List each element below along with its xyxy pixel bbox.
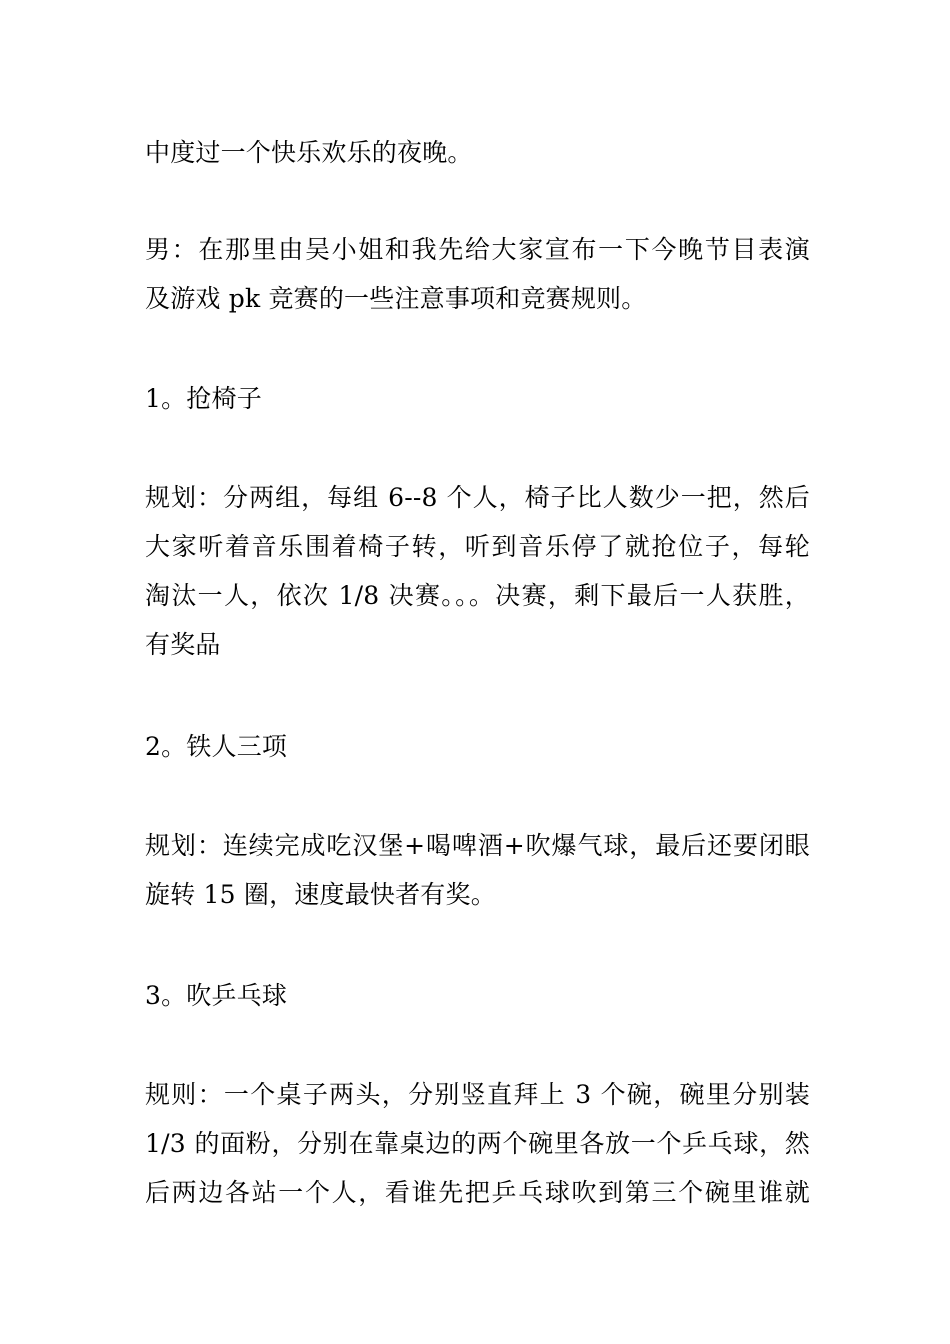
paragraph-game-1-rules [145, 473, 810, 669]
text-line: 大家听着音乐围着椅子转，听到音乐停了就抢位子，每轮 [145, 532, 810, 561]
paragraph-host-announcement [145, 225, 810, 323]
text-line: 3。吹乒乓球 [145, 981, 288, 1010]
text-line: 旋转 15 圈，速度最快者有奖。 [145, 880, 496, 909]
text-line: 淘汰一人，依次 1/8 决赛。。。决赛，剩下最后一人获胜， [145, 581, 810, 610]
paragraph-game-2-rules [145, 821, 810, 919]
text-line: 1/3 的面粉，分别在靠桌边的两个碗里各放一个乒乓球，然 [145, 1129, 810, 1158]
text-line: 规划：分两组，每组 6--8 个人，椅子比人数少一把，然后 [145, 483, 810, 512]
heading-game-2 [145, 722, 810, 771]
text-line: 2。铁人三项 [145, 732, 288, 761]
paragraph-intro-end [145, 128, 810, 177]
text-line: 中度过一个快乐欢乐的夜晚。 [145, 138, 473, 167]
paragraph-game-3-rules [145, 1070, 810, 1217]
text-line: 男：在那里由吴小姐和我先给大家宣布一下今晚节目表演 [145, 235, 810, 264]
text-line: 1。抢椅子 [145, 384, 262, 413]
text-line: 后两边各站一个人，看谁先把乒乓球吹到第三个碗里谁就 [145, 1178, 810, 1207]
text-line: 规划：连续完成吃汉堡+喝啤酒+吹爆气球，最后还要闭眼 [145, 831, 810, 860]
text-line: 规则：一个桌子两头，分别竖直拜上 3 个碗，碗里分别装 [145, 1080, 810, 1109]
text-line: 有奖品 [145, 630, 221, 659]
heading-game-3 [145, 971, 810, 1020]
heading-game-1 [145, 374, 810, 423]
text-line: 及游戏 pk 竞赛的一些注意事项和竞赛规则。 [145, 284, 647, 313]
